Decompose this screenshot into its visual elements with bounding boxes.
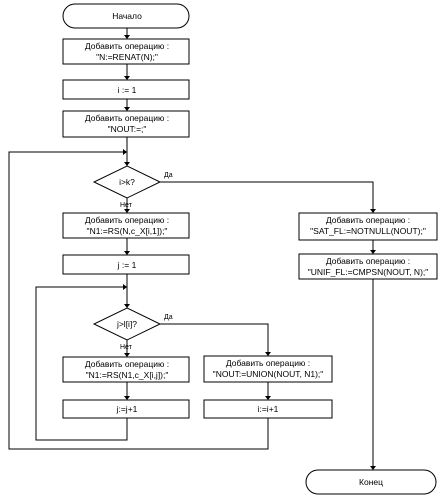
decision-j-no-label: Нет <box>120 344 132 351</box>
add-op-rs-first-line1: Добавить операцию : <box>84 215 170 225</box>
decision-i-label: i>k? <box>119 177 135 187</box>
add-op-cmpsn-line2: "UNIF_FL:=CMPSN(NOUT, N);" <box>307 267 429 277</box>
add-op-union-line1: Добавить операцию : <box>225 358 311 368</box>
add-op-nout-line2: "NOUT:=;" <box>107 124 147 134</box>
add-op-renat-line1: Добавить операцию : <box>84 41 170 51</box>
end-label: Конец <box>359 477 383 487</box>
add-op-rs-next-line1: Добавить операцию : <box>84 359 170 369</box>
add-op-nout-line1: Добавить операцию : <box>84 113 170 123</box>
add-op-renat-line2: "N:=RENAT(N);" <box>96 52 158 62</box>
increment-i-label: i:=i+1 <box>257 404 279 414</box>
assign-i-label: i := 1 <box>117 85 137 95</box>
add-op-cmpsn-line1: Добавить операцию : <box>325 256 411 266</box>
decision-i-no-label: Нет <box>120 202 132 209</box>
increment-j-label: j:=j+1 <box>116 404 138 414</box>
decision-i-yes-label: Да <box>164 172 173 179</box>
add-op-notnull-line1: Добавить операцию : <box>325 215 411 225</box>
assign-j-label: j := 1 <box>117 260 137 270</box>
start-label: Начало <box>112 11 142 21</box>
add-op-rs-first-line2: "N1:=RS(N,c_X[i,1]);" <box>86 226 168 236</box>
add-op-notnull-line2: "SAT_FL:=NOTNULL(NOUT);" <box>310 226 426 236</box>
decision-j-yes-label: Да <box>164 314 173 321</box>
decision-j-label: j>l[i]? <box>116 319 138 329</box>
add-op-rs-next-line2: "N1:=RS(N1,c_X[i,j]);" <box>85 370 169 380</box>
add-op-union-line2: "NOUT:=UNION(NOUT, N1);" <box>212 369 324 379</box>
